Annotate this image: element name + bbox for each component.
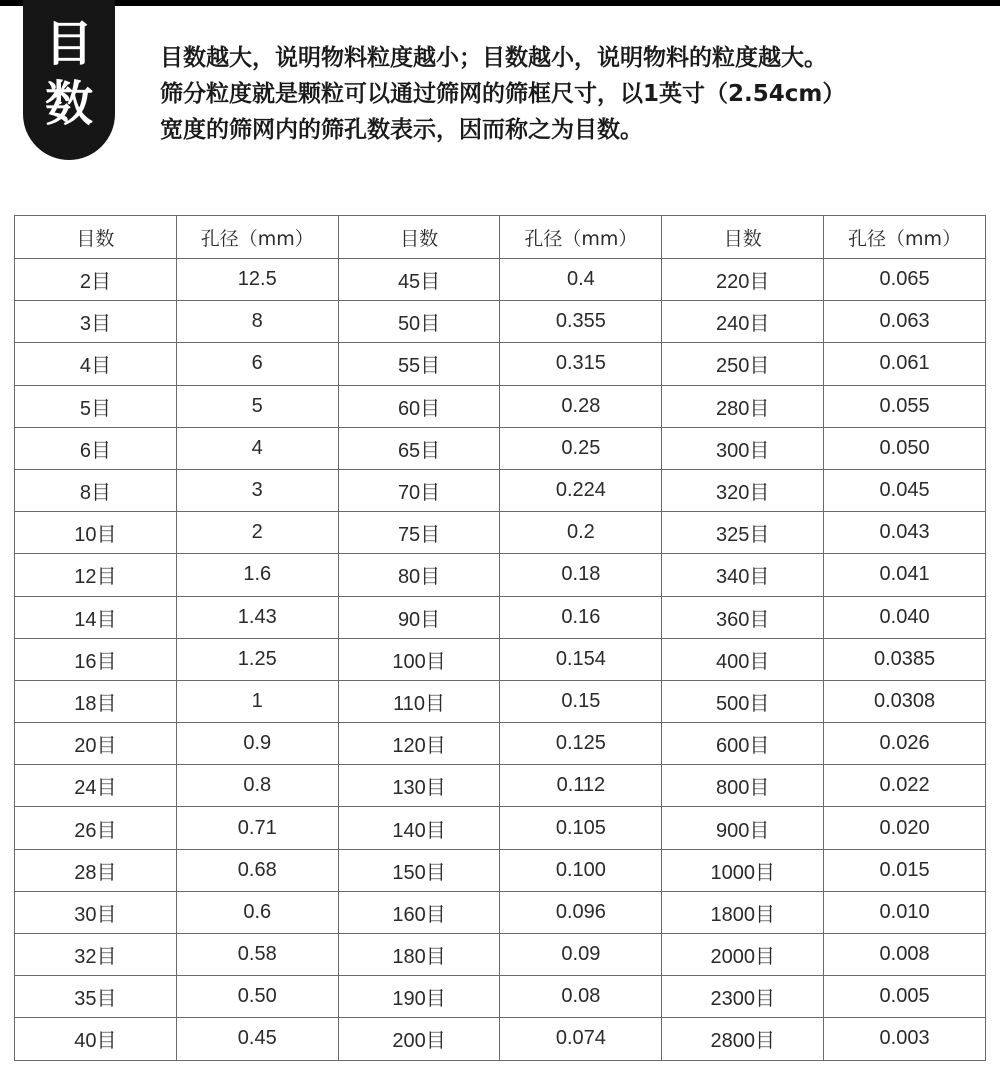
aperture-cell: 0.022 [824,765,986,807]
header-mesh: 目数 [15,216,177,259]
mesh-cell: 220目 [662,259,824,301]
table-row [15,512,986,554]
mesh-cell: 100目 [338,638,500,680]
header-aperture: 孔径（mm） [176,216,338,259]
aperture-cell: 0.315 [500,343,662,385]
header-aperture: 孔径（mm） [500,216,662,259]
mesh-cell: 1000目 [662,849,824,891]
mesh-cell: 65目 [338,427,500,469]
title-tag-char-2: 数 [44,76,93,132]
mesh-cell: 30目 [15,891,177,933]
mesh-cell: 10目 [15,512,177,554]
top-bar [0,0,1000,6]
aperture-cell: 0.008 [824,934,986,976]
mesh-cell: 110目 [338,680,500,722]
mesh-cell: 280目 [662,385,824,427]
header-aperture: 孔径（mm） [824,216,986,259]
mesh-cell: 325目 [662,512,824,554]
mesh-cell: 32目 [15,934,177,976]
aperture-cell: 0.003 [824,1018,986,1060]
aperture-cell: 0.041 [824,554,986,596]
aperture-cell: 0.040 [824,596,986,638]
table-header-row [15,216,986,259]
table-row [15,765,986,807]
table-row [15,301,986,343]
mesh-cell: 800目 [662,765,824,807]
mesh-cell: 6目 [15,427,177,469]
table-row [15,427,986,469]
aperture-cell: 5 [176,385,338,427]
aperture-cell: 0.0385 [824,638,986,680]
table-row [15,469,986,511]
mesh-cell: 190目 [338,976,500,1018]
aperture-cell: 0.4 [500,259,662,301]
aperture-cell: 0.100 [500,849,662,891]
aperture-cell: 0.50 [176,976,338,1018]
aperture-cell: 0.005 [824,976,986,1018]
aperture-cell: 8 [176,301,338,343]
mesh-cell: 140目 [338,807,500,849]
mesh-cell: 20目 [15,723,177,765]
mesh-cell: 180目 [338,934,500,976]
aperture-cell: 0.2 [500,512,662,554]
aperture-cell: 2 [176,512,338,554]
aperture-cell: 0.8 [176,765,338,807]
mesh-cell: 500目 [662,680,824,722]
mesh-cell: 5目 [15,385,177,427]
table-row [15,554,986,596]
mesh-cell: 2800目 [662,1018,824,1060]
aperture-cell: 0.58 [176,934,338,976]
aperture-cell: 0.25 [500,427,662,469]
mesh-cell: 75目 [338,512,500,554]
title-tag-char-1: 目 [44,16,93,72]
table-row [15,385,986,427]
mesh-cell: 90目 [338,596,500,638]
aperture-cell: 6 [176,343,338,385]
table-row [15,891,986,933]
table-row [15,934,986,976]
aperture-cell: 0.28 [500,385,662,427]
mesh-cell: 340目 [662,554,824,596]
mesh-cell: 28目 [15,849,177,891]
aperture-cell: 0.045 [824,469,986,511]
mesh-cell: 18目 [15,680,177,722]
table-row [15,259,986,301]
mesh-cell: 12目 [15,554,177,596]
table-row [15,807,986,849]
mesh-cell: 16目 [15,638,177,680]
aperture-cell: 0.026 [824,723,986,765]
aperture-cell: 0.18 [500,554,662,596]
aperture-cell: 0.055 [824,385,986,427]
aperture-cell: 0.043 [824,512,986,554]
aperture-cell: 0.15 [500,680,662,722]
title-tag [23,0,115,160]
aperture-cell: 0.074 [500,1018,662,1060]
mesh-cell: 80目 [338,554,500,596]
mesh-cell: 55目 [338,343,500,385]
aperture-cell: 0.105 [500,807,662,849]
aperture-cell: 0.68 [176,849,338,891]
mesh-cell: 360目 [662,596,824,638]
aperture-cell: 0.6 [176,891,338,933]
aperture-cell: 0.71 [176,807,338,849]
mesh-cell: 300目 [662,427,824,469]
aperture-cell: 0.09 [500,934,662,976]
mesh-cell: 3目 [15,301,177,343]
mesh-cell: 150目 [338,849,500,891]
mesh-aperture-table [14,215,986,1061]
header-mesh: 目数 [662,216,824,259]
aperture-cell: 4 [176,427,338,469]
intro-line-3: 宽度的筛网内的筛孔数表示，因而称之为目数。 [160,117,643,143]
intro-line-1: 目数越大，说明物料粒度越小；目数越小，说明物料的粒度越大。 [160,45,827,71]
aperture-cell: 0.224 [500,469,662,511]
aperture-cell: 1 [176,680,338,722]
mesh-cell: 4目 [15,343,177,385]
aperture-cell: 0.0308 [824,680,986,722]
aperture-cell: 0.061 [824,343,986,385]
mesh-cell: 2目 [15,259,177,301]
mesh-cell: 200目 [338,1018,500,1060]
mesh-cell: 26目 [15,807,177,849]
mesh-cell: 120目 [338,723,500,765]
mesh-cell: 240目 [662,301,824,343]
table-row [15,680,986,722]
mesh-cell: 35目 [15,976,177,1018]
mesh-cell: 400目 [662,638,824,680]
aperture-cell: 0.125 [500,723,662,765]
aperture-cell: 0.154 [500,638,662,680]
table-row [15,343,986,385]
aperture-cell: 3 [176,469,338,511]
aperture-cell: 0.45 [176,1018,338,1060]
mesh-cell: 70目 [338,469,500,511]
table-row [15,976,986,1018]
aperture-cell: 0.063 [824,301,986,343]
mesh-cell: 2300目 [662,976,824,1018]
aperture-cell: 12.5 [176,259,338,301]
mesh-table-container [14,215,986,1061]
mesh-cell: 14目 [15,596,177,638]
aperture-cell: 0.112 [500,765,662,807]
table-row [15,596,986,638]
table-row [15,849,986,891]
intro-text [160,40,990,148]
mesh-cell: 600目 [662,723,824,765]
aperture-cell: 0.020 [824,807,986,849]
aperture-cell: 1.6 [176,554,338,596]
aperture-cell: 0.065 [824,259,986,301]
table-row [15,638,986,680]
aperture-cell: 0.096 [500,891,662,933]
aperture-cell: 0.050 [824,427,986,469]
mesh-cell: 45目 [338,259,500,301]
mesh-cell: 1800目 [662,891,824,933]
aperture-cell: 1.43 [176,596,338,638]
table-body [15,259,986,1061]
mesh-cell: 40目 [15,1018,177,1060]
mesh-cell: 8目 [15,469,177,511]
aperture-cell: 0.16 [500,596,662,638]
aperture-cell: 0.015 [824,849,986,891]
aperture-cell: 1.25 [176,638,338,680]
intro-line-2: 筛分粒度就是颗粒可以通过筛网的筛框尺寸，以1英寸（2.54cm） [160,81,846,107]
table-row [15,1018,986,1060]
table-row [15,723,986,765]
header-mesh: 目数 [338,216,500,259]
aperture-cell: 0.355 [500,301,662,343]
mesh-cell: 50目 [338,301,500,343]
mesh-cell: 2000目 [662,934,824,976]
mesh-cell: 60目 [338,385,500,427]
mesh-cell: 900目 [662,807,824,849]
mesh-cell: 24目 [15,765,177,807]
aperture-cell: 0.010 [824,891,986,933]
mesh-cell: 320目 [662,469,824,511]
mesh-cell: 130目 [338,765,500,807]
mesh-cell: 250目 [662,343,824,385]
mesh-cell: 160目 [338,891,500,933]
aperture-cell: 0.9 [176,723,338,765]
aperture-cell: 0.08 [500,976,662,1018]
